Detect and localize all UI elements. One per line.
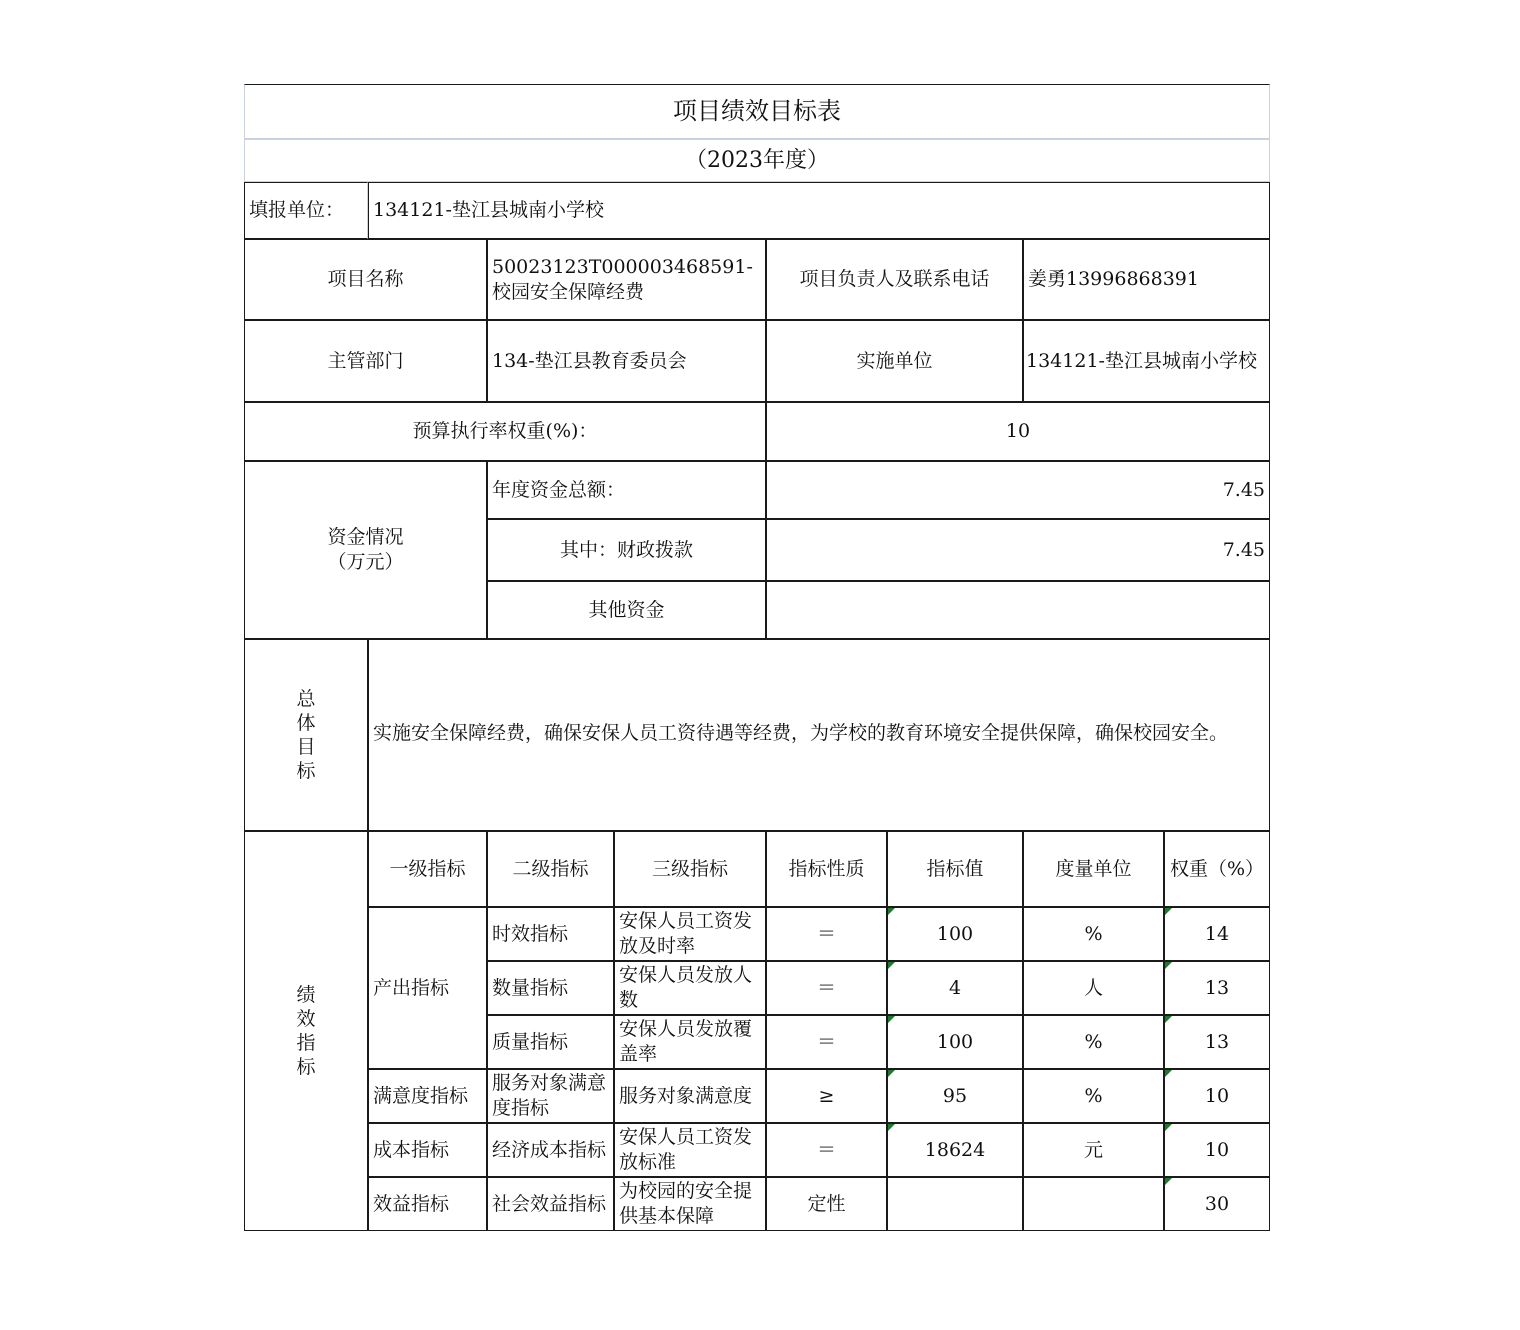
row-value: 95 xyxy=(887,1069,1023,1123)
level1-benefit: 效益指标 xyxy=(368,1177,487,1231)
level1-satisfaction: 满意度指标 xyxy=(368,1069,487,1123)
row-unit: % xyxy=(1023,1069,1164,1123)
row-level2: 质量指标 xyxy=(487,1015,614,1069)
unit-label: 填报单位： xyxy=(244,182,368,239)
row-weight: 13 xyxy=(1164,961,1270,1015)
row-unit: % xyxy=(1023,1015,1164,1069)
funds-other-label: 其他资金 xyxy=(487,581,766,639)
row-weight: 13 xyxy=(1164,1015,1270,1069)
row-weight: 30 xyxy=(1164,1177,1270,1231)
header-value: 指标值 xyxy=(887,831,1023,907)
project-leader-value: 姜勇13996868391 xyxy=(1023,239,1270,320)
header-level2: 二级指标 xyxy=(487,831,614,907)
funds-label xyxy=(244,461,487,639)
budget-weight-value: 10 xyxy=(766,402,1270,461)
level1-output: 产出指标 xyxy=(368,907,487,1069)
row-level3: 安保人员发放覆盖率 xyxy=(614,1015,766,1069)
row-weight: 10 xyxy=(1164,1123,1270,1177)
row-nature: ＝ xyxy=(766,1123,887,1177)
row-level3: 安保人员工资发放及时率 xyxy=(614,907,766,961)
goal-label xyxy=(244,639,368,831)
row-value: 100 xyxy=(887,1015,1023,1069)
impl-value: 134121-垫江县城南小学校 xyxy=(1023,320,1270,402)
funds-fiscal-label: 其中：财政拨款 xyxy=(487,519,766,581)
row-level2: 服务对象满意度指标 xyxy=(487,1069,614,1123)
unit-value: 134121-垫江县城南小学校 xyxy=(368,182,1270,239)
row-unit xyxy=(1023,1177,1164,1231)
row-value xyxy=(887,1177,1023,1231)
funds-other-value xyxy=(766,581,1270,639)
row-nature: ＝ xyxy=(766,1015,887,1069)
header-level3: 三级指标 xyxy=(614,831,766,907)
header-unit: 度量单位 xyxy=(1023,831,1164,907)
row-unit: 人 xyxy=(1023,961,1164,1015)
row-level2: 数量指标 xyxy=(487,961,614,1015)
goal-label-char: 总 xyxy=(296,688,316,710)
indicators-label xyxy=(244,831,368,1231)
row-nature: ＝ xyxy=(766,961,887,1015)
row-level3: 安保人员发放人数 xyxy=(614,961,766,1015)
row-value: 100 xyxy=(887,907,1023,961)
row-value: 18624 xyxy=(887,1123,1023,1177)
row-level3: 服务对象满意度 xyxy=(614,1069,766,1123)
row-weight: 10 xyxy=(1164,1069,1270,1123)
page-title: 项目绩效目标表 xyxy=(244,84,1270,139)
row-nature: 定性 xyxy=(766,1177,887,1231)
goal-label-char: 体 xyxy=(296,712,316,734)
header-weight: 权重（%） xyxy=(1164,831,1270,907)
row-unit: % xyxy=(1023,907,1164,961)
header-level1: 一级指标 xyxy=(368,831,487,907)
goal-label-char: 目 xyxy=(296,736,316,758)
indicators-label-char: 绩 xyxy=(296,984,316,1006)
row-level3: 安保人员工资发放标准 xyxy=(614,1123,766,1177)
funds-total-value: 7.45 xyxy=(766,461,1270,519)
budget-weight-label: 预算执行率权重(%)： xyxy=(244,402,766,461)
year-subtitle: （2023年度） xyxy=(244,139,1270,182)
funds-total-label: 年度资金总额： xyxy=(487,461,766,519)
row-value: 4 xyxy=(887,961,1023,1015)
dept-label: 主管部门 xyxy=(244,320,487,402)
row-nature: ≥ xyxy=(766,1069,887,1123)
level1-cost: 成本指标 xyxy=(368,1123,487,1177)
funds-fiscal-value: 7.45 xyxy=(766,519,1270,581)
indicators-label-char: 标 xyxy=(296,1056,316,1078)
indicators-label-char: 效 xyxy=(296,1008,316,1030)
row-level2: 社会效益指标 xyxy=(487,1177,614,1231)
row-unit: 元 xyxy=(1023,1123,1164,1177)
funds-label-text: 资金情况（万元） xyxy=(327,526,404,573)
row-level3: 为校园的安全提供基本保障 xyxy=(614,1177,766,1231)
goal-label-char: 标 xyxy=(296,760,316,782)
dept-value: 134-垫江县教育委员会 xyxy=(487,320,766,402)
impl-label: 实施单位 xyxy=(766,320,1023,402)
row-nature: ＝ xyxy=(766,907,887,961)
goal-text: 实施安全保障经费，确保安保人员工资待遇等经费，为学校的教育环境安全提供保障，确保校园安全。 xyxy=(368,639,1270,831)
row-weight: 14 xyxy=(1164,907,1270,961)
indicators-label-char: 指 xyxy=(296,1032,316,1054)
row-level2: 经济成本指标 xyxy=(487,1123,614,1177)
header-nature: 指标性质 xyxy=(766,831,887,907)
project-name-label: 项目名称 xyxy=(244,239,487,320)
project-name-value: 50023123T000003468591-校园安全保障经费 xyxy=(487,239,766,320)
row-level2: 时效指标 xyxy=(487,907,614,961)
project-leader-label: 项目负责人及联系电话 xyxy=(766,239,1023,320)
